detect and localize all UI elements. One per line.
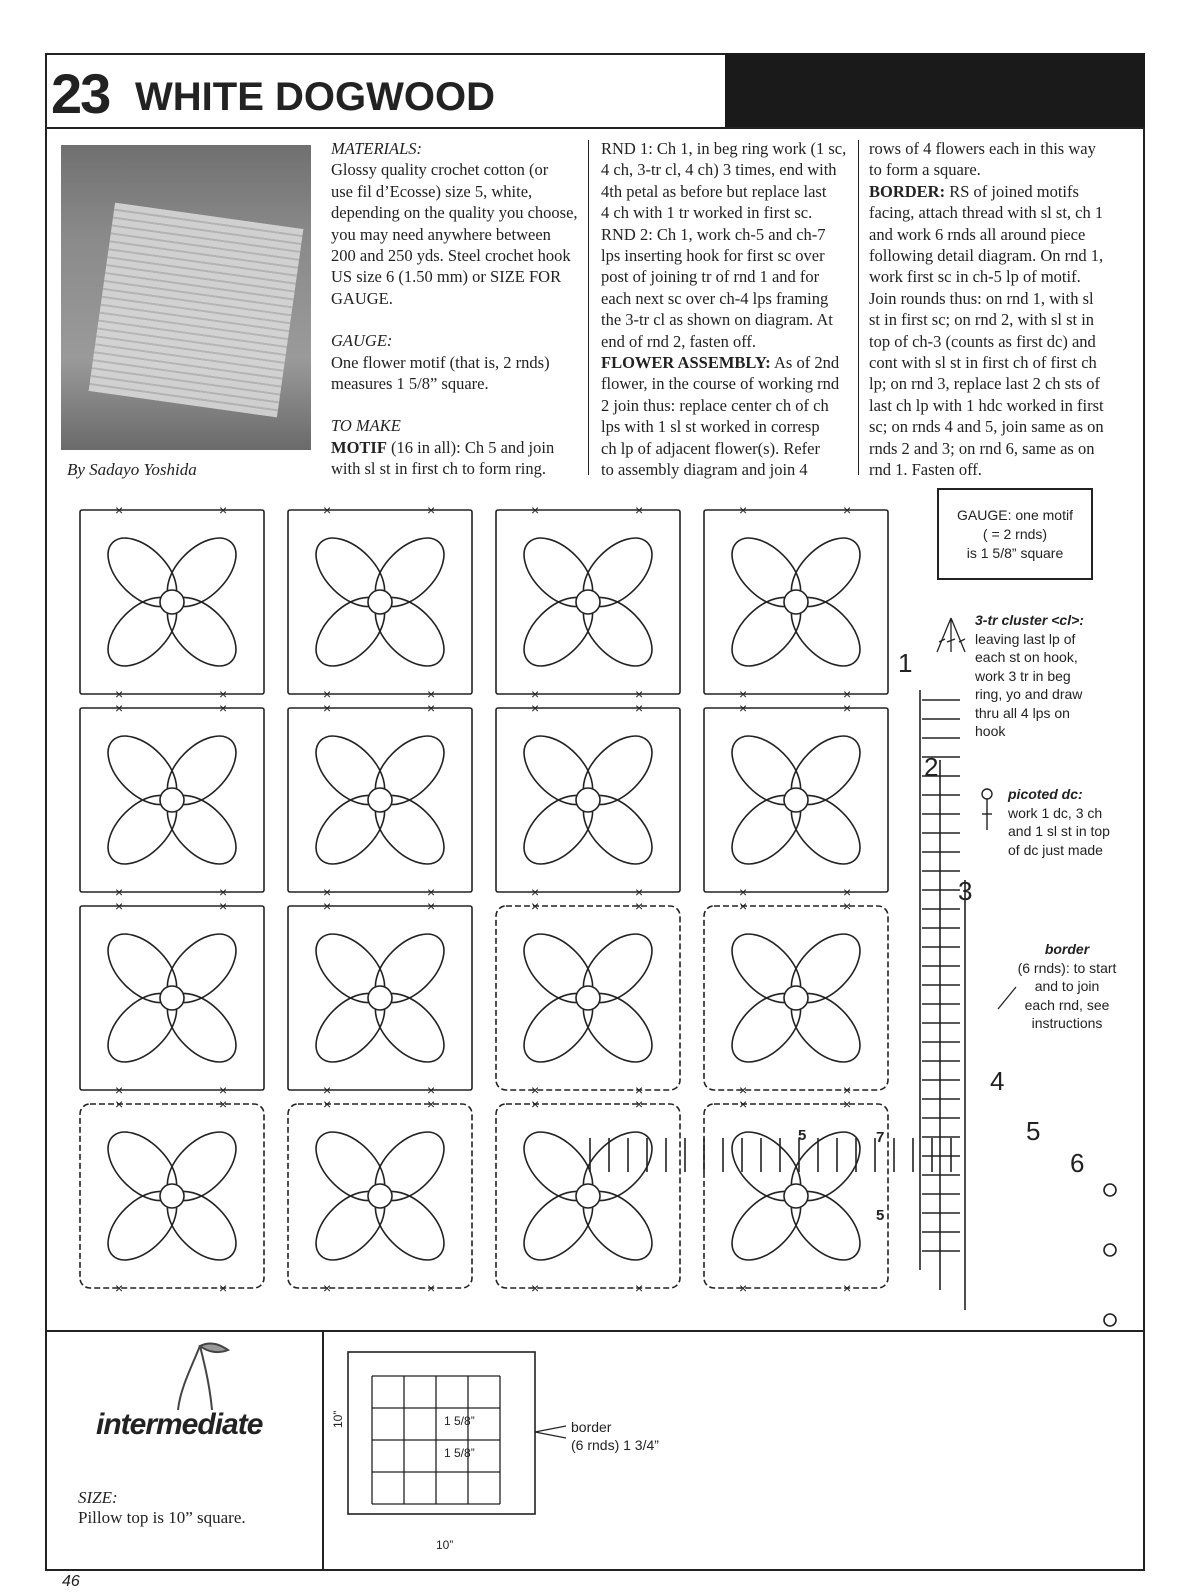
flower-motif xyxy=(288,502,472,702)
rnd-line: 4 ch with 1 tr worked in first sc. xyxy=(601,203,813,223)
sc-mark: × xyxy=(843,686,852,702)
pattern-number: 23 xyxy=(51,62,110,125)
round-number: 4 xyxy=(990,1066,1005,1096)
sc-mark: × xyxy=(427,700,436,716)
flower-center xyxy=(368,590,392,614)
flower-motif xyxy=(80,898,264,1098)
flower-motif xyxy=(80,502,264,702)
flower-center xyxy=(784,788,808,812)
sc-mark: × xyxy=(739,898,748,914)
border-legend-line: instructions xyxy=(1031,1015,1103,1031)
border-line: lp; on rnd 3, replace last 2 ch sts of xyxy=(869,374,1100,394)
sc-mark: × xyxy=(531,884,540,900)
sc-mark: × xyxy=(635,1096,644,1112)
gauge-line: One flower motif (that is, 2 rnds) xyxy=(331,352,550,372)
flower-center xyxy=(160,788,184,812)
schematic-cell-label: 1 5/8” xyxy=(444,1446,475,1460)
sc-mark: × xyxy=(843,898,852,914)
assembly-line: lps with 1 sl st worked in corresp xyxy=(601,417,820,437)
size-heading: SIZE: xyxy=(78,1488,118,1507)
border-line: Join rounds thus: on rnd 1, with sl xyxy=(869,288,1094,308)
rnd-line: lps inserting hook for first sc over xyxy=(601,246,825,266)
gauge-heading: GAUGE: xyxy=(331,331,393,351)
sc-mark: × xyxy=(219,686,228,702)
flower-center xyxy=(784,590,808,614)
motif-line: (16 in all): Ch 5 and join xyxy=(386,437,555,457)
flower-motif xyxy=(704,898,888,1098)
assembly-line: ch lp of adjacent flower(s). Refer xyxy=(601,438,820,458)
border-line: facing, attach thread with sl st, ch 1 xyxy=(869,203,1104,223)
sc-mark: × xyxy=(427,1082,436,1098)
sc-mark: × xyxy=(115,1082,124,1098)
skill-level-badge: intermediate xyxy=(96,1408,263,1441)
sc-mark: × xyxy=(219,502,228,518)
sc-mark: × xyxy=(427,1280,436,1296)
materials-line: US size 6 (1.50 mm) or SIZE FOR xyxy=(331,267,562,287)
sc-mark: × xyxy=(843,1280,852,1296)
title-rule xyxy=(47,127,1145,129)
assembly-line: to form a square. xyxy=(869,160,981,180)
size-text: Pillow top is 10” square. xyxy=(78,1508,246,1527)
sc-mark: × xyxy=(427,502,436,518)
pillow-photo xyxy=(61,145,311,450)
sc-mark: × xyxy=(323,1096,332,1112)
border-line: cont with sl st in first ch of first ch xyxy=(869,353,1097,373)
round-number: 5 xyxy=(1026,1116,1041,1146)
schematic-height-label: 10” xyxy=(331,1410,345,1428)
sc-mark: × xyxy=(323,1280,332,1296)
sc-mark: × xyxy=(115,700,124,716)
sc-mark: × xyxy=(843,884,852,900)
flower-center xyxy=(368,986,392,1010)
sc-mark: × xyxy=(219,898,228,914)
picot xyxy=(1104,1184,1116,1196)
round-number: 6 xyxy=(1070,1148,1085,1178)
cluster-symbol-icon xyxy=(933,614,969,654)
picot-line: of dc just made xyxy=(1008,841,1103,858)
schematic-cell-label: 1 5/8” xyxy=(444,1414,475,1428)
flower-center xyxy=(576,590,600,614)
round-number: 1 xyxy=(898,648,913,678)
sc-mark: × xyxy=(323,898,332,914)
sc-mark: × xyxy=(531,898,540,914)
flower-center xyxy=(368,1184,392,1208)
sc-mark: × xyxy=(323,700,332,716)
cluster-line: hook xyxy=(975,723,1006,739)
sc-mark: × xyxy=(427,686,436,702)
sc-mark: × xyxy=(739,686,748,702)
picot-symbol-icon xyxy=(975,786,999,834)
flower-center xyxy=(160,590,184,614)
gauge-box-line: GAUGE: one motif xyxy=(957,507,1073,523)
flower-center xyxy=(576,1184,600,1208)
assembly-line: rows of 4 flowers each in this way xyxy=(869,139,1096,158)
rounds-column xyxy=(601,138,847,481)
schematic-grid xyxy=(372,1376,500,1504)
picot-title: picoted dc: xyxy=(1008,786,1083,802)
border-line: last ch lp with 1 hdc worked in first xyxy=(869,395,1104,415)
schematic-width-label: 10” xyxy=(436,1538,454,1552)
sc-mark: × xyxy=(115,1280,124,1296)
cluster-line: ring, yo and draw xyxy=(975,686,1083,702)
sc-mark: × xyxy=(219,1096,228,1112)
assembly-line: to assembly diagram and join 4 xyxy=(601,460,808,480)
sc-mark: × xyxy=(531,1280,540,1296)
sc-mark: × xyxy=(739,1280,748,1296)
sc-mark: × xyxy=(739,1082,748,1098)
border-line: sc; on rnds 4 and 5, join same as on xyxy=(869,417,1104,437)
gauge-box-line: ( = 2 rnds) xyxy=(982,526,1048,542)
flower-center xyxy=(368,788,392,812)
flower-center xyxy=(160,986,184,1010)
materials-column xyxy=(331,138,578,480)
schematic-border-line: (6 rnds) 1 3/4” xyxy=(571,1437,659,1453)
flower-motif xyxy=(704,1096,888,1296)
gauge-box xyxy=(937,488,1093,580)
flower-motif xyxy=(704,502,888,702)
bottom-border xyxy=(590,1138,951,1172)
border-legend-line: and to join xyxy=(1034,978,1100,994)
sc-mark: × xyxy=(843,700,852,716)
designer-credit: By Sadayo Yoshida xyxy=(67,460,197,479)
flower-motif xyxy=(288,1096,472,1296)
motif-line: with sl st in first ch to form ring. xyxy=(331,459,546,479)
picot-legend xyxy=(1008,785,1110,859)
page-number: 46 xyxy=(62,1573,80,1590)
sc-mark: × xyxy=(843,502,852,518)
sc-mark: × xyxy=(739,1096,748,1112)
sc-mark: × xyxy=(219,700,228,716)
sc-mark: × xyxy=(427,898,436,914)
schematic-border-label xyxy=(571,1418,659,1454)
rnd-line: 4 ch, 3-tr cl, 4 ch) 3 times, end with xyxy=(601,160,837,180)
sc-mark: × xyxy=(427,884,436,900)
materials-line: GAUGE. xyxy=(331,288,393,308)
border-line: RS of joined motifs xyxy=(945,181,1079,201)
round-number: 2 xyxy=(924,752,939,782)
border-line: following detail diagram. On rnd 1, xyxy=(869,246,1104,266)
column-divider xyxy=(588,140,589,475)
sc-mark: × xyxy=(739,502,748,518)
sc-mark: × xyxy=(635,898,644,914)
schematic-border-line: border xyxy=(571,1419,612,1435)
sc-mark: × xyxy=(739,884,748,900)
bottom-divider xyxy=(322,1332,324,1570)
motif-grid xyxy=(80,502,888,1296)
sc-mark: × xyxy=(843,1096,852,1112)
assembly-line: 2 join thus: replace center ch of ch xyxy=(601,395,829,415)
border-line: rnd 1. Fasten off. xyxy=(869,460,982,480)
materials-line: 200 and 250 yds. Steel crochet hook xyxy=(331,246,571,266)
picot-line: work 1 dc, 3 ch xyxy=(1008,804,1103,821)
bottom-rule xyxy=(47,1330,1145,1332)
detail-number: 5 xyxy=(798,1127,807,1144)
border-line: st in first sc; on rnd 2, with sl st in xyxy=(869,310,1095,330)
picot xyxy=(1104,1244,1116,1256)
detail-number: 5 xyxy=(876,1207,885,1224)
cluster-line: work 3 tr in beg xyxy=(975,667,1071,684)
sc-mark: × xyxy=(115,686,124,702)
detail-number: 7 xyxy=(876,1129,885,1146)
flower-motif xyxy=(704,700,888,900)
sc-mark: × xyxy=(219,1082,228,1098)
assembly-heading: FLOWER ASSEMBLY: xyxy=(601,353,771,373)
sc-mark: × xyxy=(635,700,644,716)
materials-line: use fil d’Ecosse) size 5, white, xyxy=(331,181,533,201)
cluster-line: each st on hook, xyxy=(975,649,1078,665)
border-legend xyxy=(1012,940,1122,1033)
border-title: border xyxy=(1044,941,1090,957)
border-line: and work 6 rnds all around piece xyxy=(869,224,1086,244)
rnd-line: RND 2: Ch 1, work ch-5 and ch-7 xyxy=(601,224,826,244)
sc-mark: × xyxy=(843,1082,852,1098)
rnd-line: each next sc over ch-4 lps framing xyxy=(601,288,829,308)
rnd-line: the 3-tr cl as shown on diagram. At xyxy=(601,310,833,330)
materials-line: you may need anywhere between xyxy=(331,224,551,244)
sc-mark: × xyxy=(427,1096,436,1112)
cluster-line: thru all 4 lps on xyxy=(975,704,1070,721)
sc-mark: × xyxy=(531,1096,540,1112)
assembly-line: As of 2nd xyxy=(770,353,840,373)
cluster-line: leaving last lp of xyxy=(975,630,1076,647)
cluster-legend xyxy=(975,611,1084,741)
picot xyxy=(1104,1314,1116,1326)
flower-motif xyxy=(288,898,472,1098)
sc-mark: × xyxy=(635,1280,644,1296)
pattern-title xyxy=(47,55,747,125)
column-divider xyxy=(858,140,859,475)
cluster-title: 3-tr cluster <cl>: xyxy=(975,612,1084,628)
assembly-line: flower, in the course of working rnd xyxy=(601,374,840,394)
flower-center xyxy=(784,986,808,1010)
sc-mark: × xyxy=(531,502,540,518)
sc-mark: × xyxy=(115,884,124,900)
sc-mark: × xyxy=(323,502,332,518)
flower-motif xyxy=(496,1096,680,1296)
border-line: top of ch-3 (counts as first dc) and xyxy=(869,331,1096,351)
border-line: work first sc in ch-5 lp of motif. xyxy=(869,267,1081,287)
border-legend-line: each rnd, see xyxy=(1024,996,1110,1013)
header-dark-band xyxy=(725,53,1145,127)
rnd-line: 4th petal as before but replace last xyxy=(601,181,827,201)
materials-line: depending on the quality you choose, xyxy=(331,203,578,223)
sc-mark: × xyxy=(219,1280,228,1296)
motif-heading: MOTIF xyxy=(331,437,387,457)
flower-motif xyxy=(80,1096,264,1296)
size-schematic xyxy=(326,1346,566,1536)
flower-motif xyxy=(288,700,472,900)
sc-mark: × xyxy=(531,686,540,702)
border-legend-line: (6 rnds): to start xyxy=(1017,959,1117,976)
to-make-heading: TO MAKE xyxy=(331,416,401,436)
materials-heading: MATERIALS: xyxy=(331,139,423,158)
flower-motif xyxy=(496,898,680,1098)
flower-motif xyxy=(496,700,680,900)
materials-line: Glossy quality crochet cotton (or xyxy=(331,160,549,180)
sc-mark: × xyxy=(531,700,540,716)
rnd-line: RND 1: Ch 1, in beg ring work (1 sc, xyxy=(601,139,847,158)
rnd-line: post of joining tr of rnd 1 and for xyxy=(601,267,820,287)
flower-center xyxy=(784,1184,808,1208)
sc-mark: × xyxy=(323,1082,332,1098)
sc-mark: × xyxy=(115,1096,124,1112)
picot-line: and 1 sl st in top xyxy=(1008,823,1110,839)
sc-mark: × xyxy=(635,1082,644,1098)
border-heading: BORDER: xyxy=(869,181,946,201)
border-column xyxy=(869,138,1113,481)
sc-mark: × xyxy=(323,686,332,702)
sc-mark: × xyxy=(739,700,748,716)
sc-mark: × xyxy=(323,884,332,900)
pattern-name: WHITE DOGWOOD xyxy=(135,75,495,119)
gauge-line: measures 1 5/8” square. xyxy=(331,374,489,394)
sc-mark: × xyxy=(635,686,644,702)
round-number: 3 xyxy=(958,876,973,906)
sc-mark: × xyxy=(115,502,124,518)
sc-mark: × xyxy=(115,898,124,914)
flower-motif xyxy=(80,700,264,900)
rnd-line: end of rnd 2, fasten off. xyxy=(601,331,757,351)
border-line: rnds 2 and 3; on rnd 6, same as on xyxy=(869,438,1095,458)
flower-center xyxy=(160,1184,184,1208)
pillow-image xyxy=(89,203,304,418)
flower-motif xyxy=(496,502,680,702)
flower-center xyxy=(576,788,600,812)
sc-mark: × xyxy=(219,884,228,900)
sc-mark: × xyxy=(635,502,644,518)
sc-mark: × xyxy=(531,1082,540,1098)
flower-center xyxy=(576,986,600,1010)
sc-mark: × xyxy=(635,884,644,900)
gauge-box-line: is 1 5/8” square xyxy=(966,545,1064,561)
